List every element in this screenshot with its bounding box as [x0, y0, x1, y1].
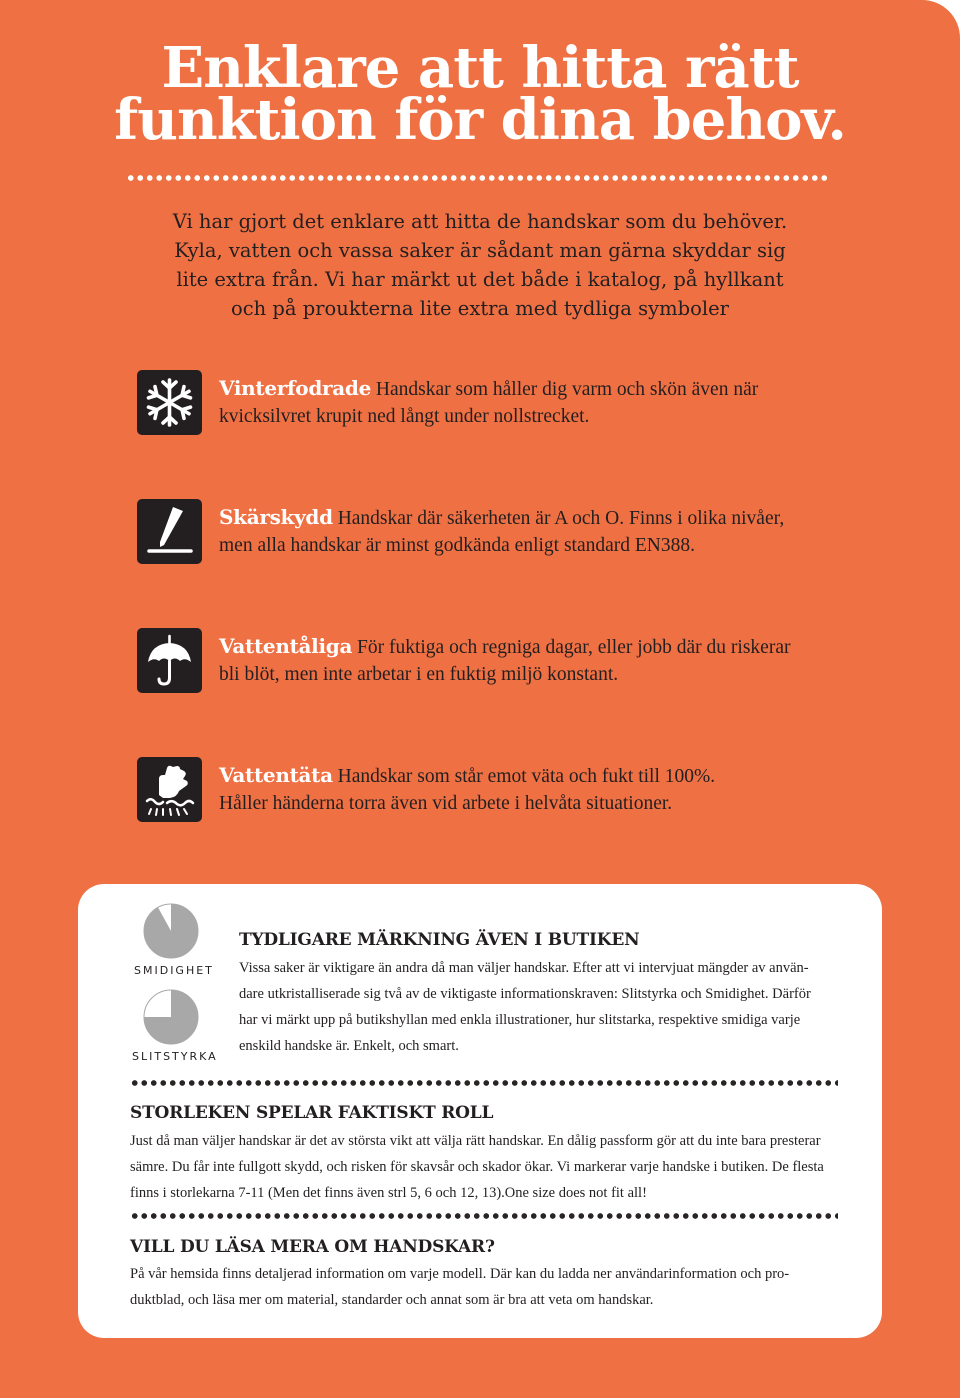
section-heading-storleken: STORLEKEN SPELAR FAKTISKT ROLL: [130, 1103, 494, 1123]
body-line: Vissa saker är viktigare än andra då man väljer handskar. Efter att vi intervjuat mängder av använ-: [239, 960, 809, 976]
feature-desc-line-1: Handskar där säkerheten är A och O. Finns i olika nivåer,: [332, 508, 785, 529]
page-title: [0, 35, 960, 153]
body-line: finns i storlekarna 7-11 (Men det finns även strl 5, 6 och 12, 13).One size does not fit all!: [130, 1185, 647, 1201]
title-line-1: Enklare att hitta rätt: [161, 35, 799, 101]
blade-icon: [137, 499, 202, 564]
intro-line-4: och på proukterna lite extra med tydliga symboler: [231, 297, 729, 320]
intro-line-1: Vi har gjort det enklare att hitta de handskar som du behöver.: [172, 210, 788, 233]
slitstyrka-label: SLITSTYRKA: [132, 1050, 218, 1063]
section-divider: [130, 1213, 838, 1219]
feature-name: Vattentäta: [219, 763, 333, 787]
feature-desc-line-1: Handskar som står emot väta och fukt till 100%.: [332, 766, 716, 787]
title-divider: [126, 175, 828, 181]
body-line: har vi märkt upp på butikshyllan med enkla illustrationer, hur slitstarka, respektive smidiga varje: [239, 1012, 801, 1028]
feature-desc-line-2: kvicksilvret krupit ned långt under nollstrecket.: [219, 406, 590, 427]
body-line: På vår hemsida finns detaljerad information om varje modell. Där kan du ladda ner användarinformation och pro-: [130, 1266, 790, 1282]
smidighet-label: SMIDIGHET: [134, 964, 214, 977]
info-card: [78, 884, 882, 1338]
body-line: Just då man väljer handskar är det av största vikt att välja rätt handskar. En dålig passform gör att du inte bara presterar: [130, 1133, 821, 1149]
feature-name: Vattentåliga: [219, 634, 353, 658]
body-line: enskild handske är. Enkelt, och smart.: [239, 1038, 459, 1054]
snowflake-icon: [137, 370, 202, 435]
body-line: dare utkristalliserade sig två av de viktigaste informationskraven: Slitstyrka och Smidighet. Därför: [239, 986, 811, 1002]
feature-text: [219, 633, 869, 688]
feature-desc-line-1: Handskar som håller dig varm och skön även när: [371, 379, 759, 400]
intro-line-2: Kyla, vatten och vassa saker är sådant man gärna skyddar sig: [174, 239, 786, 262]
umbrella-icon: [137, 628, 202, 693]
feature-desc-line-1: För fuktiga och regniga dagar, eller jobb där du riskerar: [352, 637, 791, 658]
body-line: sämre. Du får inte fullgott skydd, och risken för skavsår och skador ökar. Vi markerar varje handske i butiken. De flesta: [130, 1159, 824, 1175]
body-line: duktblad, och läsa mer om material, standarder och annat som är bra att veta om handskar.: [130, 1292, 654, 1308]
section-body-butiken: [239, 955, 879, 1059]
feature-text: [219, 375, 869, 430]
wet-glove-icon: [137, 757, 202, 822]
feature-desc-line-2: Håller händerna torra även vid arbete i helvåta situationer.: [219, 793, 673, 814]
section-heading-las-mera: VILL DU LÄSA MERA OM HANDSKAR?: [130, 1237, 495, 1257]
feature-text: [219, 762, 869, 817]
section-body-storleken: [130, 1128, 870, 1206]
section-heading-butiken: TYDLIGARE MÄRKNING ÄVEN I BUTIKEN: [239, 930, 640, 950]
feature-text: [219, 504, 869, 559]
section-body-las-mera: [130, 1261, 870, 1313]
feature-desc-line-2: bli blöt, men inte arbetar i en fuktig miljö konstant.: [219, 664, 619, 685]
slitstyrka-rating-pie: [143, 989, 199, 1045]
intro-paragraph: [95, 207, 865, 323]
feature-name: Vinterfodrade: [219, 376, 372, 400]
feature-name: Skärskydd: [219, 505, 333, 529]
intro-line-3: lite extra från. Vi har märkt ut det både i katalog, på hyllkant: [176, 268, 784, 291]
section-divider: [130, 1080, 838, 1086]
smidighet-rating-pie: [143, 903, 199, 959]
feature-desc-line-2: men alla handskar är minst godkända enligt standard EN388.: [219, 535, 695, 556]
title-line-2: funktion för dina behov.: [114, 87, 846, 153]
